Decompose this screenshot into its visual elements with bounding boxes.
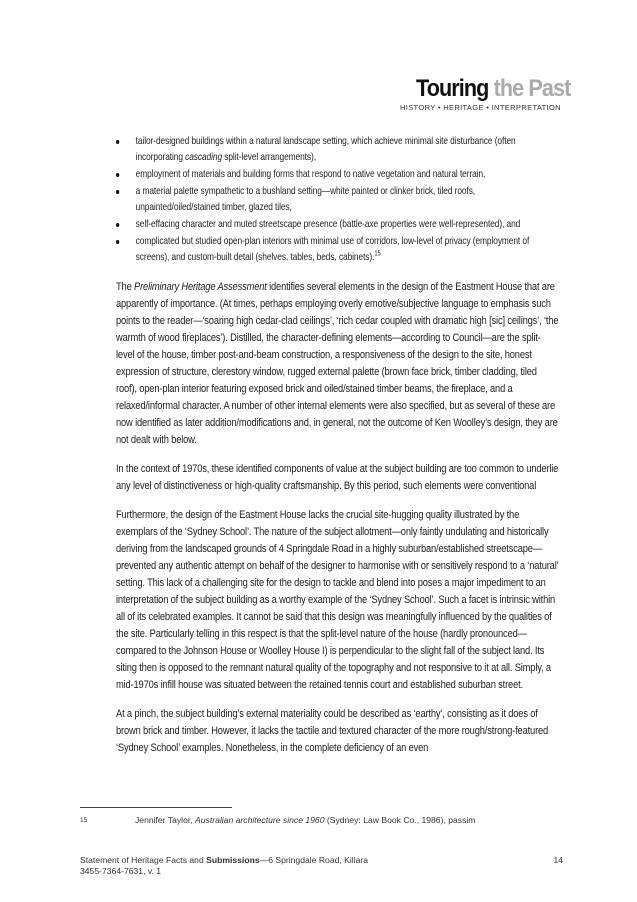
text: In the context of 1970s, these identified components of value at the subject building are too common to underlie any level of distinctiveness or high-quality craftsmanship. By this period, such elements were conventional	[116, 463, 559, 492]
text: identifies several elements in the design of the Eastment House that are apparently of importance. (At times, perhaps employing overly emotive/subjective language to emphasis such points to the reader—‘soaring high cedar-clad ceilings’, ‘rich cedar coupled with dramatic high [sic] ceilings’, ‘the warmth of wood fireplaces’). Distilled, the character-defining elements—according to Council—are the split-level of the house, timber post-and-beam construction, a responsiveness of the design to the site, honest expression of structure, clerestory window, rugged external palette (brown face brick, timber cladding, tiled roof), open-plan interior featuring exposed brick and oiled/stained timber beams, the fireplace, and a relaxed/informal character. A number of other internal elements were also specified, but as several of these are now identified as later addition/modifications and, in general, not the outcome of Ken Woolley’s design, they are not dealt with below.	[116, 281, 559, 446]
bullet-icon	[116, 140, 119, 144]
page-body	[116, 134, 559, 757]
logo-text-light: the Past	[493, 75, 571, 102]
text: Jennifer Taylor,	[135, 815, 196, 825]
text: Furthermore, the design of the Eastment House lacks the crucial site-hugging quality illustrated by the exemplars of the ‘Sydney School’. The nature of the subject allotment—only faintly undulating and historically deriving from the landscaped grounds of 4 Springdale Road in a highly suburban/established streetscape—prevented any authentic attempt on behalf of the designer to harmonise with or sensitively respond to a ‘natural’ setting. This lack of a challenging site for the design to tackle and blend into poses a major impediment to an interpretation of the subject building as a worthy example of the ‘Sydney School’. Such a facet is intrinsic within all of its celebrated examples. It cannot be said that this design was meaningfully influenced by the qualities of the site. Particularly telling in this respect is that the split-level nature of the house (hardly pronounced—compared to the Johnson House or Woolley House I) is perpendicular to the slight fall of the subject land. Its siting then is opposed to the remnant natural quality of the topography and not responsive to it at all. Simply, a mid-1970s infill house was situated between the retained tennis court and established suburban street.	[116, 509, 559, 691]
text: a material palette sympathetic to a bushland setting—white painted or clinker brick, tiled roofs, unpainted/oiled/stained timber, glazed tiles,	[135, 186, 476, 213]
list-item	[116, 184, 559, 216]
footnote-number: 15	[80, 817, 88, 824]
text-italic: Preliminary Heritage Assessment	[134, 281, 267, 293]
logo-tagline: HISTORY • HERITAGE • INTERPRETATION	[400, 103, 561, 112]
logo-text-dark: Touring	[416, 75, 489, 102]
page-number: 14	[553, 855, 563, 865]
footnote-divider	[80, 807, 232, 808]
footnote	[80, 815, 475, 826]
footnote-ref[interactable]: 15	[374, 250, 381, 258]
text-italic: Australian architecture since 1960	[195, 815, 325, 825]
bullet-icon	[116, 223, 119, 227]
text-bold: Submissions	[206, 855, 260, 865]
text: self-effacing character and muted streetscape presence (battle-axe properties were well-represented), and	[135, 219, 521, 230]
document-id: 3455-7364-7631, v. 1	[80, 866, 162, 876]
bullet-icon	[116, 240, 119, 244]
text: The	[116, 281, 135, 293]
bullet-icon	[116, 173, 119, 177]
text: tailor-designed buildings within a natural landscape setting, which achieve minimal site disturbance (often incorporating	[135, 136, 516, 163]
list-item	[116, 134, 559, 166]
bullet-icon	[116, 190, 119, 194]
paragraph	[116, 706, 559, 757]
text: employment of materials and building forms that respond to native vegetation and natural terrain,	[135, 169, 486, 180]
list-item	[116, 167, 559, 183]
text: (Sydney: Law Book Co., 1986), passim	[324, 815, 476, 825]
text: complicated but studied open-plan interiors with minimal use of corridors, low-level of privacy (employment of screens), and custom-built detail (shelves, tables, beds, cabinets).	[135, 236, 530, 263]
text-italic: cascading	[185, 152, 223, 163]
text: Statement of Heritage Facts and	[80, 855, 207, 865]
text: At a pinch, the subject building’s external materiality could be described as ‘earthy’, consisting as it does of brown brick and timber. However, it lacks the tactile and textured character of the more rough/strong-featured ‘Sydney School’ examples. Nonetheless, in the complete deficiency of an even	[116, 708, 549, 754]
paragraph	[116, 279, 559, 449]
bullet-list	[116, 134, 559, 266]
text: —6 Springdale Road, Killara	[259, 855, 369, 865]
text: split-level arrangements),	[222, 152, 316, 163]
paragraph	[116, 461, 559, 495]
list-item	[116, 234, 559, 266]
page-footer	[80, 855, 368, 877]
spacer	[116, 267, 559, 279]
paragraph	[116, 507, 559, 694]
list-item	[116, 217, 559, 233]
touring-the-past-logo	[400, 75, 571, 112]
